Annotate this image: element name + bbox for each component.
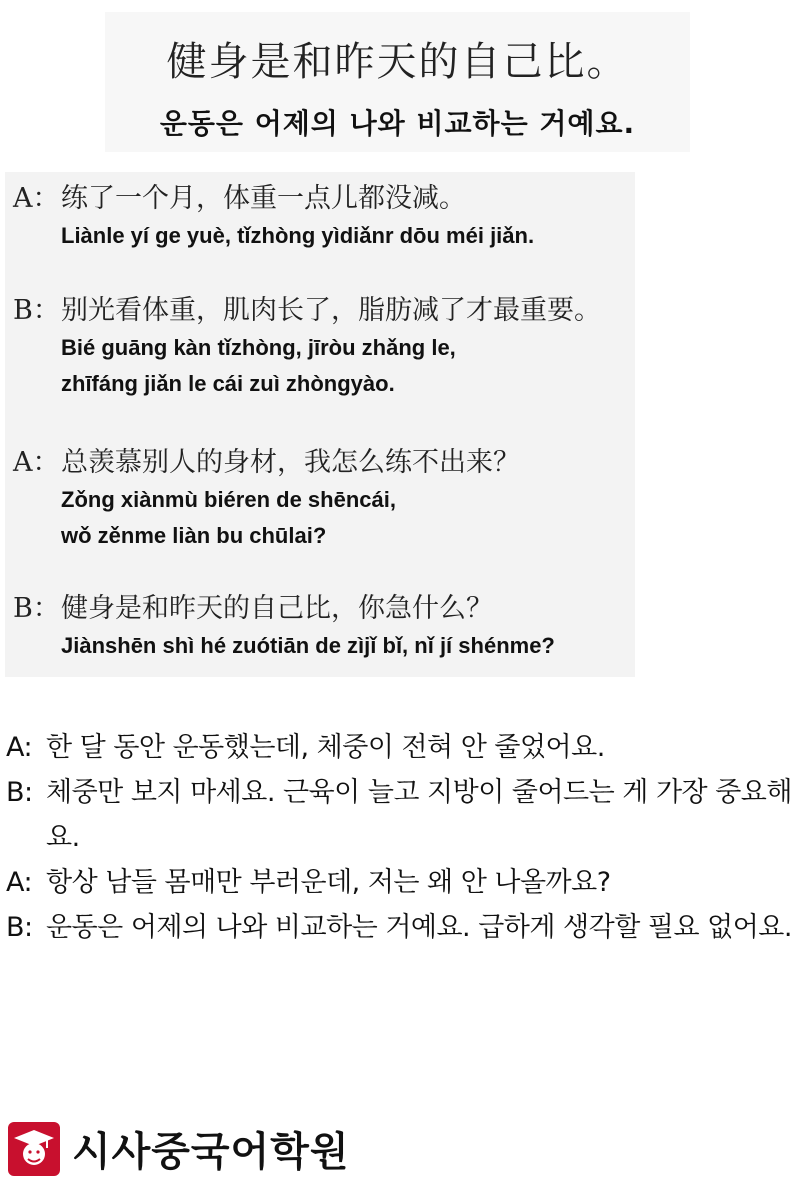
korean-line xyxy=(6,860,796,905)
brand-logo xyxy=(8,1120,349,1177)
dialog-turn-1 xyxy=(13,180,534,254)
pinyin-line: Zǒng xiànmù biéren de shēncái, xyxy=(61,487,396,512)
chinese-line: 总羡慕别人的身材，我怎么练不出来？ xyxy=(61,447,520,478)
brand-name: 시사중국어학원 xyxy=(72,1129,350,1175)
mascot-logo-icon xyxy=(8,1122,60,1176)
korean-translation xyxy=(6,725,796,950)
korean-line xyxy=(6,770,796,860)
pinyin-line: Jiànshēn shì hé zuótiān de zìjǐ bǐ, nǐ jí shénme? xyxy=(61,633,555,658)
korean-text: 한 달 동안 운동했는데, 체중이 전혀 안 줄었어요. xyxy=(46,732,605,763)
korean-text: 체중만 보지 마세요. 근육이 늘고 지방이 줄어드는 게 가장 중요해요. xyxy=(46,777,792,853)
korean-line xyxy=(6,905,796,950)
speaker-label: B: xyxy=(6,777,33,808)
korean-line xyxy=(6,725,796,770)
korean-text: 운동은 어제의 나와 비교하는 거예요. 급하게 생각할 필요 없어요. xyxy=(46,912,792,943)
speaker-label: A: xyxy=(6,867,33,898)
pinyin-line: wǒ zěnme liàn bu chūlai? xyxy=(61,523,327,548)
dialog-turn-3 xyxy=(13,444,520,554)
dialog-turn-2 xyxy=(13,292,601,402)
title-box xyxy=(105,12,690,152)
chinese-dialog xyxy=(5,172,635,677)
speaker-label: B： xyxy=(13,295,60,326)
korean-text: 항상 남들 몸매만 부러운데, 저는 왜 안 나올까요? xyxy=(46,867,611,898)
chinese-line: 别光看体重，肌肉长了，脂肪减了才最重要。 xyxy=(61,295,601,326)
pinyin-line: Liànle yí ge yuè, tǐzhòng yìdiǎnr dōu méi jiǎn. xyxy=(61,223,535,248)
chinese-line: 健身是和昨天的自己比，你急什么？ xyxy=(61,593,493,624)
chinese-line: 练了一个月，体重一点儿都没减。 xyxy=(61,183,466,214)
title-chinese: 健身是和昨天的自己比。 xyxy=(166,39,629,85)
speaker-label: A： xyxy=(13,447,60,478)
speaker-label: A: xyxy=(6,732,33,763)
speaker-label: B: xyxy=(6,912,33,943)
speaker-label: A： xyxy=(13,183,60,214)
speaker-label: B： xyxy=(13,593,60,624)
dialog-turn-4 xyxy=(13,590,555,664)
title-korean: 운동은 어제의 나와 비교하는 거예요. xyxy=(159,107,636,140)
pinyin-line: Bié guāng kàn tǐzhòng, jīròu zhǎng le, xyxy=(61,335,456,360)
pinyin-line: zhīfáng jiǎn le cái zuì zhòngyào. xyxy=(61,371,395,396)
